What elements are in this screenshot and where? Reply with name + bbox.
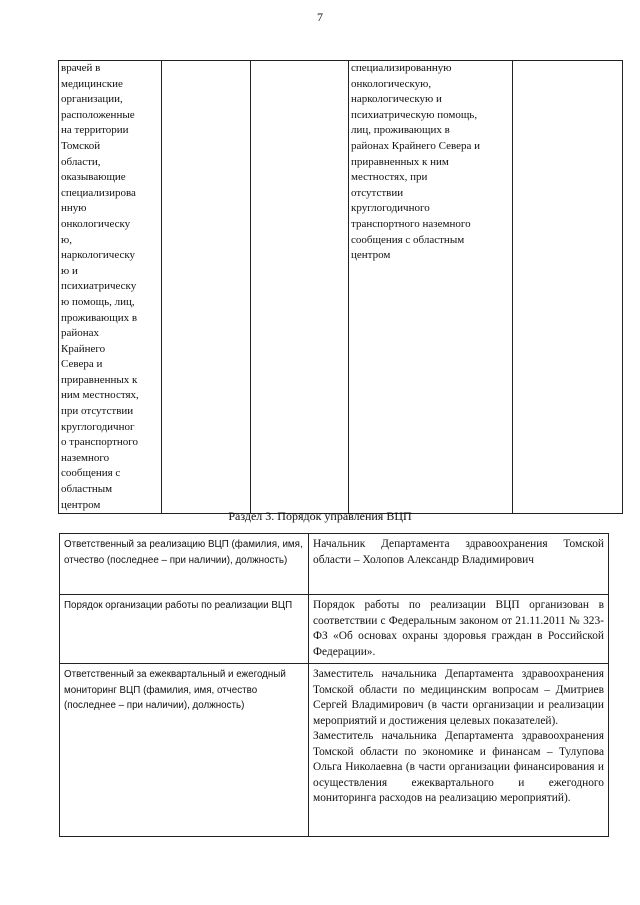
row-label: Порядок организации работы по реализации ВЦП (60, 595, 309, 664)
value-paragraph: Заместитель начальника Департамента здравоохранения Томской области по экономике и финансам – Тулупова Ольга Николаевна (в части организации финансирования и осуществления ежеквартального и ежегодного мониторинга расходов на реализацию мероприятий). (313, 730, 604, 804)
row-value (309, 595, 609, 664)
row-label: Ответственный за ежеквартальный и ежегодный мониторинг ВЦП (фамилия, имя, отчество (последнее – при наличии), должность) (60, 664, 309, 837)
table-row (60, 664, 609, 837)
row-label: Ответственный за реализацию ВЦП (фамилия, имя, отчество (последнее – при наличии), должность) (60, 534, 309, 595)
target-group-cell: врачей в медицинские организации, расположенные на территории Томской области, оказывающие специализирова нную онкологическу ю, наркологическу ю и психиатрическу ю помощь, лиц, проживающих в районах Крайнего Севера и приравненных к ним местностях, при отсутствии круглогодичног о транспортного наземного сообщения с областным центром (59, 61, 162, 514)
empty-cell (251, 61, 349, 514)
continuation-table (58, 60, 623, 514)
page-number: 7 (317, 10, 323, 24)
section-title: Раздел 3. Порядок управления ВЦП (228, 509, 412, 523)
empty-cell (162, 61, 251, 514)
row-value (309, 534, 609, 595)
row-value (309, 664, 609, 837)
management-table (59, 533, 609, 837)
empty-cell (513, 61, 623, 514)
description-cell: специализированную онкологическую, наркологическую и психиатрическую помощь, лиц, проживающих в районах Крайнего Севера и приравненных к ним местностях, при отсутствии круглогодичного транспортного наземного сообщения с областным центром (349, 61, 513, 514)
table-row (60, 534, 609, 595)
table-row (60, 595, 609, 664)
value-paragraph: Начальник Департамента здравоохранения Томской области – Холопов Александр Владимирович (313, 538, 604, 566)
value-paragraph: Порядок работы по реализации ВЦП организован в соответствии с Федеральным законом от 21.11.2011 № 323-ФЗ «Об основах охраны здоровья граждан в Российской Федерации». (313, 599, 604, 658)
value-paragraph: Заместитель начальника Департамента здравоохранения Томской области по медицинским вопросам – Дмитриев Сергей Владимирович (в части организации и реализации мероприятий и достижения целевых показателей). (313, 668, 604, 727)
table-row (59, 61, 623, 514)
